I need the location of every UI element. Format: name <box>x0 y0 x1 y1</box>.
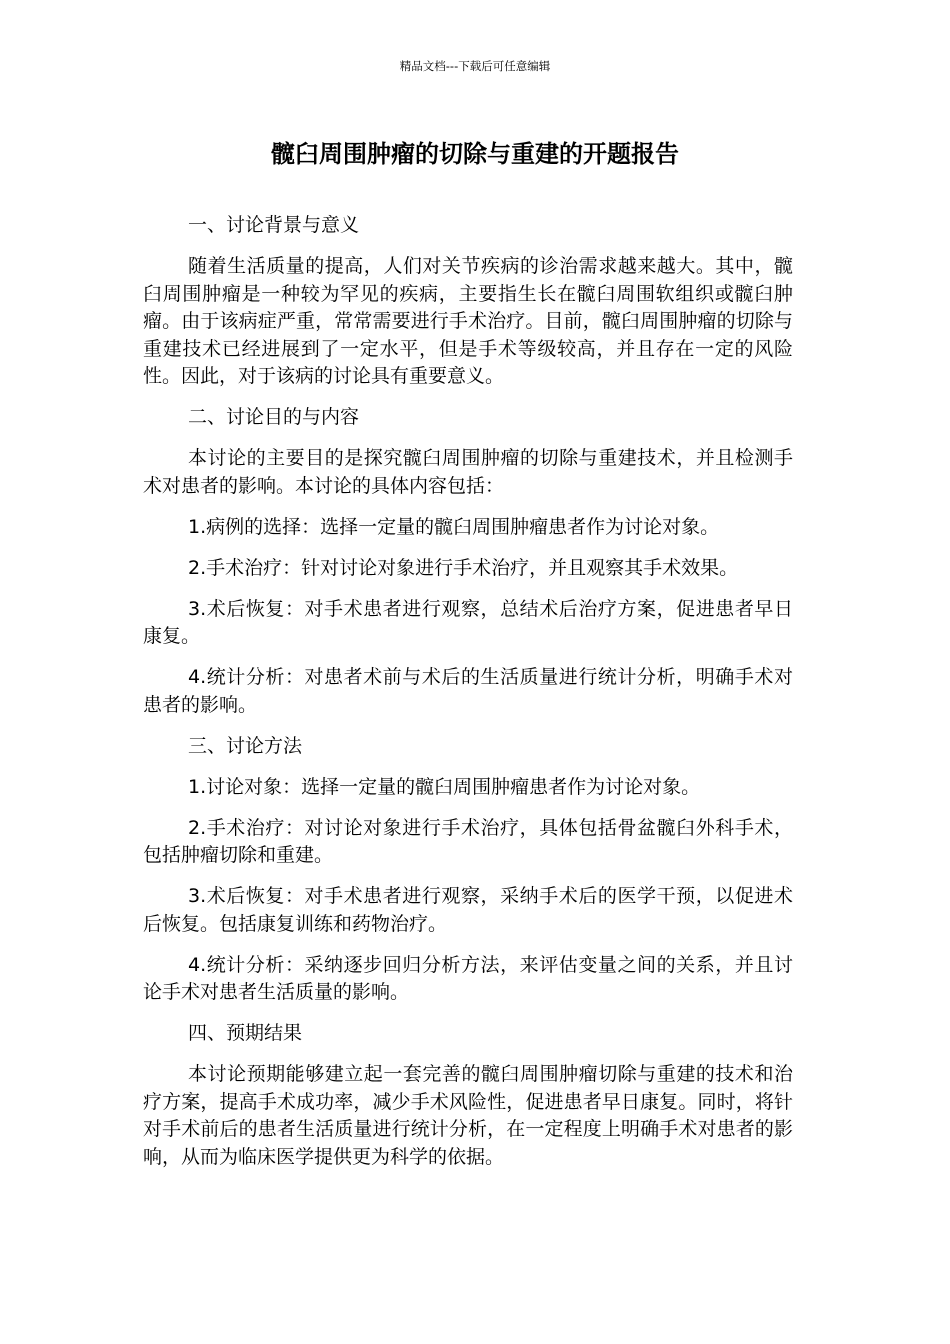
section-heading-purpose: 二、讨论目的与内容 <box>188 406 360 428</box>
list-item-method-3: 3.术后恢复：对手术患者进行观察，采纳手术后的医学干预，以促进术后恢复。包括康复训练和药物治疗。 <box>143 885 793 935</box>
list-item-method-1: 1.讨论对象：选择一定量的髋臼周围肿瘤患者作为讨论对象。 <box>188 775 701 798</box>
list-item-method-4: 4.统计分析：采纳逐步回归分析方法，来评估变量之间的关系，并且讨论手术对患者生活质量的影响。 <box>143 953 793 1003</box>
list-item-content-4: 4.统计分析：对患者术前与术后的生活质量进行统计分析，明确手术对患者的影响。 <box>143 666 793 716</box>
document-title: 髋臼周围肿瘤的切除与重建的开题报告 <box>271 140 679 168</box>
paragraph-background: 随着生活质量的提高，人们对关节疾病的诊治需求越来越大。其中，髋臼周围肿瘤是一种较为罕见的疾病，主要指生长在髋臼周围软组织或髋臼肿瘤。由于该病症严重，常常需要进行手术治疗。目前，髋臼周围肿瘤的切除与重建技术已经进展到了一定水平，但是手术等级较高，并且存在一定的风险性。因此，对于该病的讨论具有重要意义。 <box>143 255 793 387</box>
section-heading-results: 四、预期结果 <box>188 1022 303 1044</box>
header-note: 精品文档---下载后可任意编辑 <box>399 59 551 73</box>
paragraph-results: 本讨论预期能够建立起一套完善的髋臼周围肿瘤切除与重建的技术和治疗方案，提高手术成功率，减少手术风险性，促进患者早日康复。同时，将针对手术前后的患者生活质量进行统计分析，在一定程度上明确手术对患者的影响，从而为临床医学提供更为科学的依据。 <box>143 1063 793 1168</box>
list-item-content-1: 1.病例的选择：选择一定量的髋臼周围肿瘤患者作为讨论对象。 <box>188 515 720 538</box>
section-heading-background: 一、讨论背景与意义 <box>188 214 360 236</box>
paragraph-purpose: 本讨论的主要目的是探究髋臼周围肿瘤的切除与重建技术，并且检测手术对患者的影响。本讨论的具体内容包括： <box>143 447 793 497</box>
section-heading-method: 三、讨论方法 <box>188 734 303 757</box>
list-item-content-2: 2.手术治疗：针对讨论对象进行手术治疗，并且观察其手术效果。 <box>188 556 739 579</box>
document-body <box>143 212 793 1185</box>
list-item-method-2: 2.手术治疗：对讨论对象进行手术治疗，具体包括骨盆髋臼外科手术，包括肿瘤切除和重建。 <box>143 816 793 866</box>
list-item-content-3: 3.术后恢复：对手术患者进行观察，总结术后治疗方案，促进患者早日康复。 <box>143 597 793 647</box>
